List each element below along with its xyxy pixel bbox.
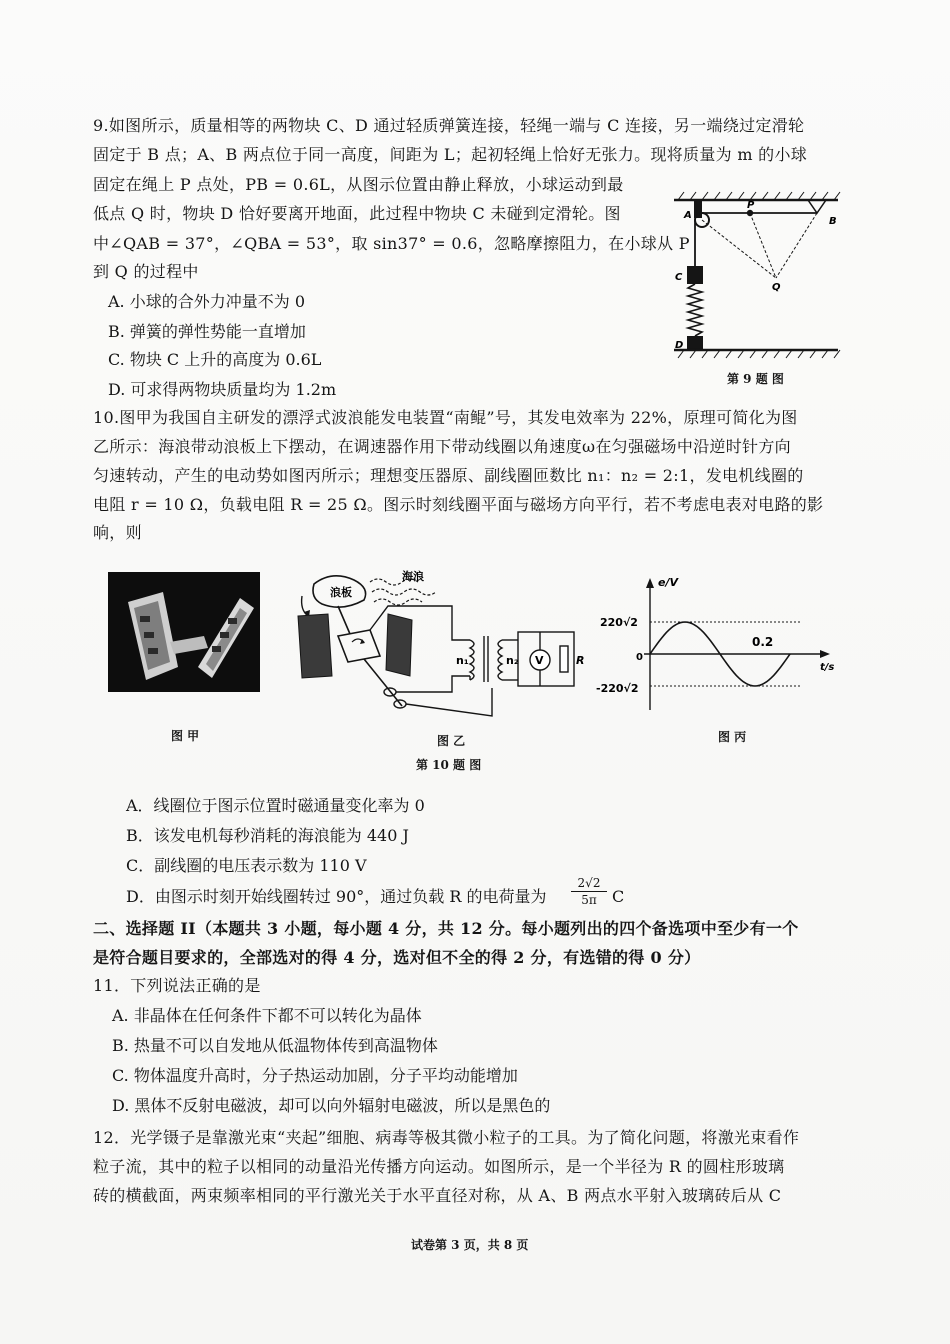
q11-option-d: D. 黑体不反射电磁波，却可以向外辐射电磁波，所以是黑色的 [112,1096,551,1115]
b-support [808,200,826,213]
q10-stem-line-4: 电阻 r = 10 Ω，负载电阻 R = 25 Ω。图示时刻线圈平面与磁场方向平行，若不考虑电表对电路的影 [93,495,824,514]
q9-stem-line-6: 到 Q 的过程中 [93,262,199,281]
q12-stem-line-2: 粒子流，其中的粒子以相同的动量沿光传播方向运动。如图所示，是一个半径为 R 的圆柱形玻璃 [93,1157,785,1176]
q10-figure-caption: 第 10 题 图 [416,758,482,772]
q10-figure-yi [292,566,592,726]
q10-caption-yi: 图 乙 [437,734,466,748]
coil [338,630,380,662]
q9-option-c: C. 物块 C 上升的高度为 0.6L [108,350,322,369]
q10-stem-line-2: 乙所示：海浪带动浪板上下摆动，在调速器作用下带动线圈以角速度ω在匀强磁场中沿逆时针方向 [93,437,791,456]
spring [688,284,702,336]
q12-stem-line-1: 12．光学镊子是靠激光束“夹起”细胞、病毒等极其微小粒子的工具。为了简化问题，将激光束看作 [93,1128,800,1147]
q10-caption-bing: 图 丙 [718,730,747,744]
label-wave-board: 浪板 [330,586,352,599]
q11-option-b: B. 热量不可以自发地从低温物体传到高温物体 [112,1036,438,1055]
fraction-denominator: 5π [581,893,597,907]
q11-stem: 11．下列说法正确的是 [93,976,261,995]
q10-graph-bing [594,574,844,714]
q-line-b [776,213,817,278]
q9-figure-caption: 第 9 题 图 [727,372,784,386]
q9-stem-line-4: 低点 Q 时，物块 D 恰好要离开地面，此过程中物块 C 未碰到定滑轮。图 [93,204,621,223]
q10-option-a: A．线圈位于图示位置时磁通量变化率为 0 [126,796,425,815]
y-axis-label: e/V [658,576,678,589]
q10-photo-jia [108,572,260,692]
page-footer: 试卷第 3 页，共 8 页 [411,1238,529,1252]
q12-stem-line-3: 砖的横截面，两束频率相同的平行激光关于水平直径对称，从 A、B 两点水平射入玻璃砖后从 C [93,1186,782,1205]
section-2-heading-line-2: 是符合题目要求的，全部选对的得 4 分，选对但不全的得 2 分，有选错的得 0 分） [93,948,701,967]
label-b: B [829,216,837,227]
label-p: P [747,200,755,211]
q9-option-b: B. 弹簧的弹性势能一直增加 [108,322,306,341]
period-label: 0.2 [752,635,774,649]
q9-option-d: D. 可求得两物块质量均为 1.2m [108,380,337,399]
magnet-n [298,614,332,678]
label-n2: n₂ [506,654,519,667]
x-axis-label: t/s [820,662,835,673]
fraction-numerator: 2√2 [571,875,607,892]
q10-option-d-fraction [571,875,607,908]
q9-figure [668,186,848,366]
label-c: C [675,272,683,283]
q11-option-a: A. 非晶体在任何条件下都不可以转化为晶体 [112,1006,422,1025]
label-q: Q [772,282,781,293]
q10-caption-jia: 图 甲 [171,729,200,743]
q10-option-d-unit: C [612,887,625,906]
section-2-heading-line-1: 二、选择题 II（本题共 3 小题，每小题 4 分，共 12 分。每小题列出的四个备选项中至少有一个 [93,919,799,938]
trough-label: -220√2 [596,682,639,695]
magnet-s [386,614,412,676]
q9-stem-line-2: 固定于 B 点；A、B 两点位于同一高度，间距为 L；起初轻绳上恰好无张力。现将质量为 m 的小球 [93,145,808,164]
q10-option-b: B．该发电机每秒消耗的海浪能为 440 J [126,826,409,845]
resistor [560,646,568,672]
q10-option-c: C．副线圈的电压表示数为 110 V [126,856,367,875]
label-voltmeter: V [535,654,544,667]
block-d [687,336,703,350]
q-line-a [702,220,776,278]
q9-option-a: A. 小球的合外力冲量不为 0 [108,292,305,311]
q10-stem-line-1: 10.图甲为我国自主研发的漂浮式波浪能发电装置“南鲲”号，其发电效率为 22%，原理可简化为图 [93,408,798,427]
q9-stem-line-1: 9.如图所示，质量相等的两物块 C、D 通过轻质弹簧连接，轻绳一端与 C 连接，另一端绕过定滑轮 [93,116,805,135]
origin-label: 0 [636,652,643,663]
label-d: D [675,340,684,351]
label-a: A [684,210,692,221]
q9-stem-line-5: 中∠QAB = 37°，∠QBA = 53°，取 sin37° = 0.6，忽略摩擦阻力，在小球从 P [93,234,690,253]
q10-stem-line-5: 响，则 [93,523,142,542]
q11-option-c: C. 物体温度升高时，分子热运动加剧，分子平均动能增加 [112,1066,518,1085]
peak-label: 220√2 [600,616,638,629]
block-c [687,266,703,284]
label-r: R [576,654,585,667]
q10-option-d: D．由图示时刻开始线圈转过 90°，通过负载 R 的电荷量为 [126,887,547,906]
label-sea-wave: 海浪 [402,570,424,583]
q9-stem-line-3: 固定在绳上 P 点处，PB = 0.6L，从图示位置由静止释放，小球运动到最 [93,175,624,194]
q10-stem-line-3: 匀速转动，产生的电动势如图丙所示；理想变压器原、副线圈匝数比 n₁：n₂ = 2:1，发电机线圈的 [93,466,804,485]
label-n1: n₁ [456,654,469,667]
